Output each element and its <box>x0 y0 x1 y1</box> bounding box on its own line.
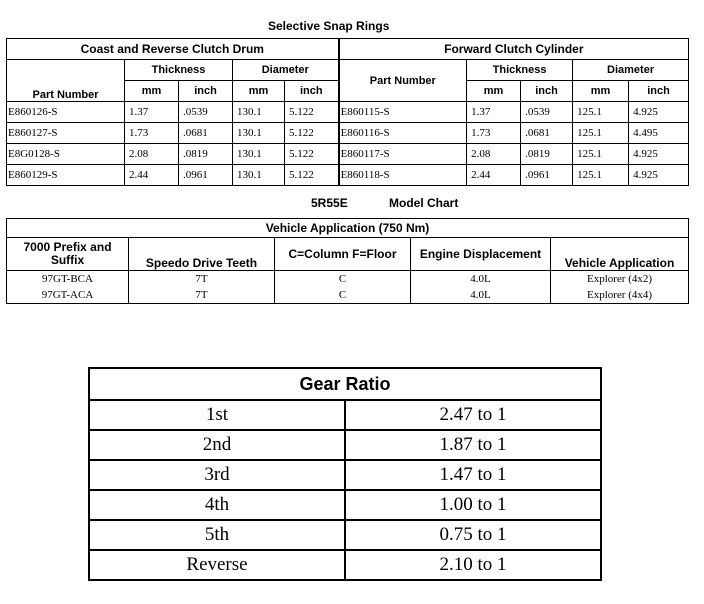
coast-diameter-inch: 5.122 <box>285 165 339 186</box>
column-floor-header: C=Column F=Floor <box>275 238 411 271</box>
coast-thickness-inch: .0539 <box>179 102 233 123</box>
coast-thickness-inch: .0819 <box>179 144 233 165</box>
gear-ratio-value: 1.87 to 1 <box>345 430 601 460</box>
forward-thickness-inch-header: inch <box>521 81 573 102</box>
forward-thickness-inch: .0681 <box>521 123 573 144</box>
forward-diameter-inch: 4.495 <box>629 123 689 144</box>
forward-part-number: E860117-S <box>339 144 467 165</box>
forward-diameter-inch-header: inch <box>629 81 689 102</box>
gear-ratio-title: Gear Ratio <box>89 368 601 400</box>
vehicle-application-column-header: Vehicle Application <box>551 238 689 271</box>
engine-displacement-header: Engine Displacement <box>411 238 551 271</box>
table-row <box>89 490 601 520</box>
model-chart-table <box>6 218 689 304</box>
engine-displacement-value: 4.0L <box>411 287 551 304</box>
forward-diameter-mm: 125.1 <box>573 123 629 144</box>
forward-diameter-mm: 125.1 <box>573 144 629 165</box>
model-chart-title: Model Chart <box>389 196 459 210</box>
gear-name: 2nd <box>89 430 345 460</box>
coast-thickness-header: Thickness <box>125 60 233 81</box>
table-row <box>7 102 689 123</box>
forward-thickness-inch: .0961 <box>521 165 573 186</box>
speedo-teeth-value: 7T <box>129 271 275 288</box>
forward-part-number: E860115-S <box>339 102 467 123</box>
forward-diameter-mm-header: mm <box>573 81 629 102</box>
gear-ratio-value: 1.00 to 1 <box>345 490 601 520</box>
forward-thickness-mm-header: mm <box>467 81 521 102</box>
gear-name: 1st <box>89 400 345 430</box>
forward-diameter-mm: 125.1 <box>573 165 629 186</box>
coast-thickness-mm-header: mm <box>125 81 179 102</box>
forward-thickness-header: Thickness <box>467 60 573 81</box>
forward-thickness-mm: 1.37 <box>467 102 521 123</box>
vehicle-application-header: Vehicle Application (750 Nm) <box>7 219 689 238</box>
coast-thickness-inch: .0961 <box>179 165 233 186</box>
snap-rings-title: Selective Snap Rings <box>268 19 390 33</box>
forward-diameter-mm: 125.1 <box>573 102 629 123</box>
table-row <box>89 430 601 460</box>
coast-part-number: E860126-S <box>7 102 125 123</box>
snap-rings-table <box>6 38 689 186</box>
gear-ratio-value: 2.47 to 1 <box>345 400 601 430</box>
gear-ratio-table <box>88 367 602 581</box>
table-row <box>7 144 689 165</box>
forward-part-number: E860118-S <box>339 165 467 186</box>
forward-thickness-mm: 2.44 <box>467 165 521 186</box>
coast-diameter-mm: 130.1 <box>233 123 285 144</box>
gear-ratio-value: 2.10 to 1 <box>345 550 601 580</box>
coast-part-number: E860127-S <box>7 123 125 144</box>
column-floor-value: C <box>275 271 411 288</box>
model-code: 5R55E <box>311 196 348 210</box>
table-row <box>7 271 689 288</box>
coast-thickness-inch: .0681 <box>179 123 233 144</box>
gear-name: 5th <box>89 520 345 550</box>
speedo-teeth-value: 7T <box>129 287 275 304</box>
coast-diameter-inch: 5.122 <box>285 102 339 123</box>
coast-thickness-mm: 2.44 <box>125 165 179 186</box>
coast-diameter-mm-header: mm <box>233 81 285 102</box>
gear-name: 4th <box>89 490 345 520</box>
prefix-suffix-value: 97GT-BCA <box>7 271 129 288</box>
engine-displacement-value: 4.0L <box>411 271 551 288</box>
coast-thickness-mm: 1.37 <box>125 102 179 123</box>
coast-diameter-inch: 5.122 <box>285 123 339 144</box>
forward-part-number-header: Part Number <box>339 60 467 102</box>
forward-thickness-mm: 2.08 <box>467 144 521 165</box>
forward-clutch-heading: Forward Clutch Cylinder <box>339 39 689 60</box>
vehicle-application-value: Explorer (4x2) <box>551 271 689 288</box>
table-row <box>89 520 601 550</box>
coast-clutch-heading: Coast and Reverse Clutch Drum <box>7 39 339 60</box>
gear-name: Reverse <box>89 550 345 580</box>
table-row <box>89 400 601 430</box>
coast-part-number: E860129-S <box>7 165 125 186</box>
prefix-suffix-header: 7000 Prefix and Suffix <box>7 238 129 271</box>
table-row <box>89 550 601 580</box>
coast-diameter-header: Diameter <box>233 60 339 81</box>
coast-part-number: E8G0128-S <box>7 144 125 165</box>
coast-diameter-mm: 130.1 <box>233 144 285 165</box>
coast-thickness-mm: 1.73 <box>125 123 179 144</box>
forward-thickness-inch: .0819 <box>521 144 573 165</box>
coast-thickness-inch-header: inch <box>179 81 233 102</box>
gear-name: 3rd <box>89 460 345 490</box>
coast-diameter-inch: 5.122 <box>285 144 339 165</box>
forward-diameter-inch: 4.925 <box>629 102 689 123</box>
speedo-teeth-header: Speedo Drive Teeth <box>129 238 275 271</box>
forward-diameter-inch: 4.925 <box>629 165 689 186</box>
vehicle-application-value: Explorer (4x4) <box>551 287 689 304</box>
forward-thickness-mm: 1.73 <box>467 123 521 144</box>
column-floor-value: C <box>275 287 411 304</box>
table-row <box>7 287 689 304</box>
forward-thickness-inch: .0539 <box>521 102 573 123</box>
table-row <box>7 165 689 186</box>
gear-ratio-value: 0.75 to 1 <box>345 520 601 550</box>
gear-ratio-value: 1.47 to 1 <box>345 460 601 490</box>
forward-diameter-inch: 4.925 <box>629 144 689 165</box>
forward-part-number: E860116-S <box>339 123 467 144</box>
coast-diameter-mm: 130.1 <box>233 102 285 123</box>
table-row <box>7 123 689 144</box>
coast-thickness-mm: 2.08 <box>125 144 179 165</box>
prefix-suffix-value: 97GT-ACA <box>7 287 129 304</box>
forward-diameter-header: Diameter <box>573 60 689 81</box>
table-row <box>89 460 601 490</box>
coast-part-number-header: Part Number <box>7 60 125 102</box>
coast-diameter-mm: 130.1 <box>233 165 285 186</box>
coast-diameter-inch-header: inch <box>285 81 339 102</box>
